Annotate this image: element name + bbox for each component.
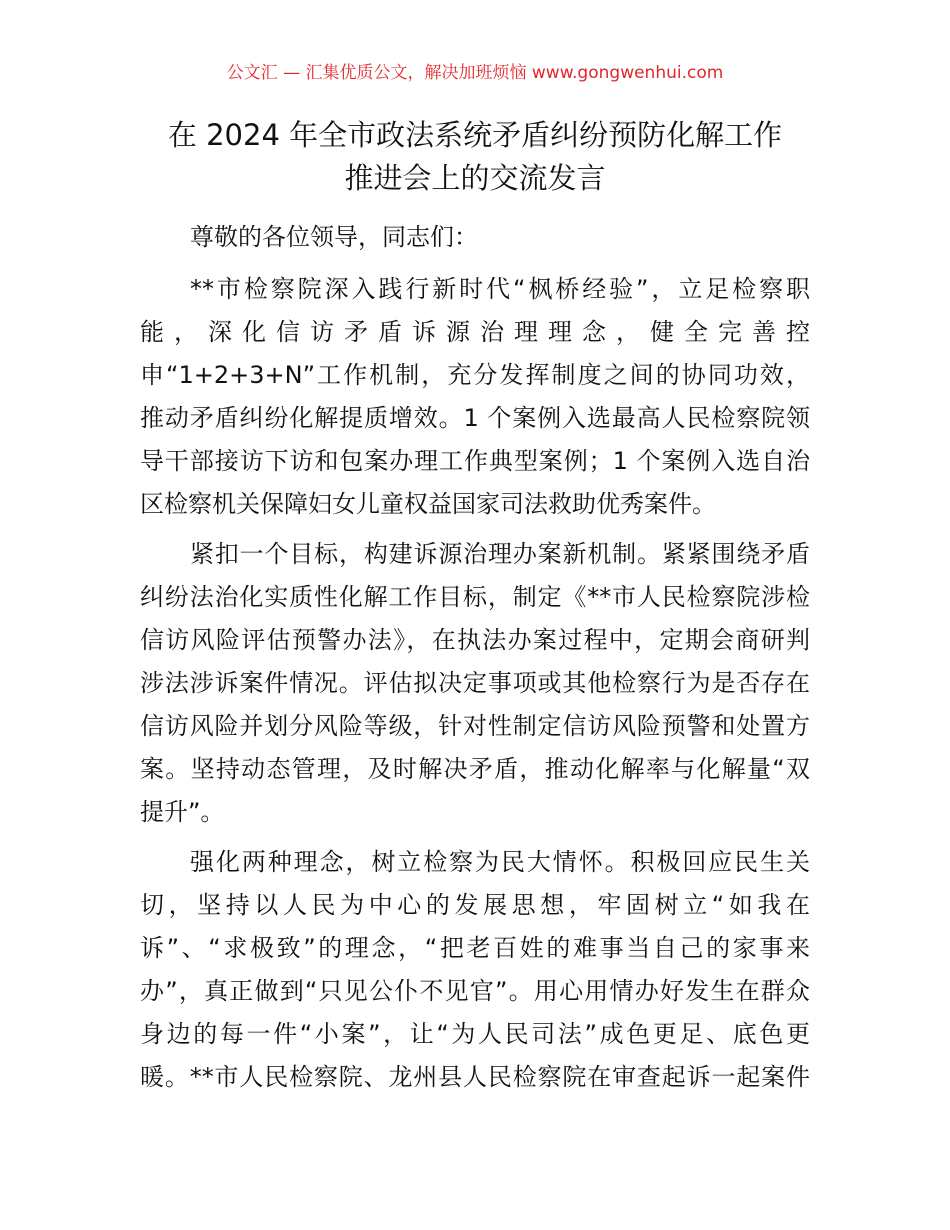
- text-line: 强化两种理念，树立检察为民大情怀。积极回应民生关: [190, 848, 810, 876]
- text-line: 身边的每一件“小案”，让“为人民司法”成色更足、底色更: [140, 1020, 810, 1048]
- text-line: 能，深化信访矛盾诉源治理理念，健全完善控: [140, 318, 810, 346]
- text-line: 涉法涉诉案件情况。评估拟决定事项或其他检察行为是否存在: [140, 669, 810, 697]
- text-line: 案。坚持动态管理，及时解决矛盾，推动化解率与化解量“双: [140, 755, 810, 783]
- text-line: 暖。**市人民检察院、龙州县人民检察院在审查起诉一起案件: [140, 1063, 810, 1091]
- document-body: [140, 268, 810, 1106]
- text-line: 提升”。: [140, 798, 225, 826]
- paragraph: [140, 841, 810, 1099]
- watermark-banner: 公文汇 — 汇集优质公文，解决加班烦恼 www.gongwenhui.com: [226, 63, 724, 83]
- paragraph: [140, 533, 810, 834]
- text-line: 紧扣一个目标，构建诉源治理办案新机制。紧紧围绕矛盾: [190, 540, 810, 568]
- text-line: 信访风险并划分风险等级，针对性制定信访风险预警和处置方: [140, 712, 810, 740]
- text-line: 推动矛盾纠纷化解提质增效。1 个案例入选最高人民检察院领: [140, 404, 810, 432]
- text-line: 区检察机关保障妇女儿童权益国家司法救助优秀案件。: [140, 490, 716, 518]
- document-title-line-1: 在 2024 年全市政法系统矛盾纠纷预防化解工作: [167, 118, 783, 152]
- text-line: 信访风险评估预警办法》，在执法办案过程中，定期会商研判: [140, 626, 810, 654]
- text-line: 切，坚持以人民为中心的发展思想，牢固树立“如我在: [140, 891, 810, 919]
- text-line: 纠纷法治化实质性化解工作目标，制定《**市人民检察院涉检: [140, 583, 810, 611]
- document-title-line-2: 推进会上的交流发言: [344, 161, 606, 195]
- paragraph: [140, 268, 810, 526]
- salutation: 尊敬的各位领导，同志们：: [190, 223, 478, 251]
- text-line: 诉”、“求极致”的理念，“把老百姓的难事当自己的家事来: [140, 934, 810, 962]
- text-line: 申“1+2+3+N”工作机制，充分发挥制度之间的协同功效，: [140, 361, 810, 389]
- text-line: **市检察院深入践行新时代“枫桥经验”，立足检察职: [190, 275, 810, 303]
- text-line: 导干部接访下访和包案办理工作典型案例；1 个案例入选自治: [140, 447, 810, 475]
- text-line: 办”，真正做到“只见公仆不见官”。用心用情办好发生在群众: [140, 977, 810, 1005]
